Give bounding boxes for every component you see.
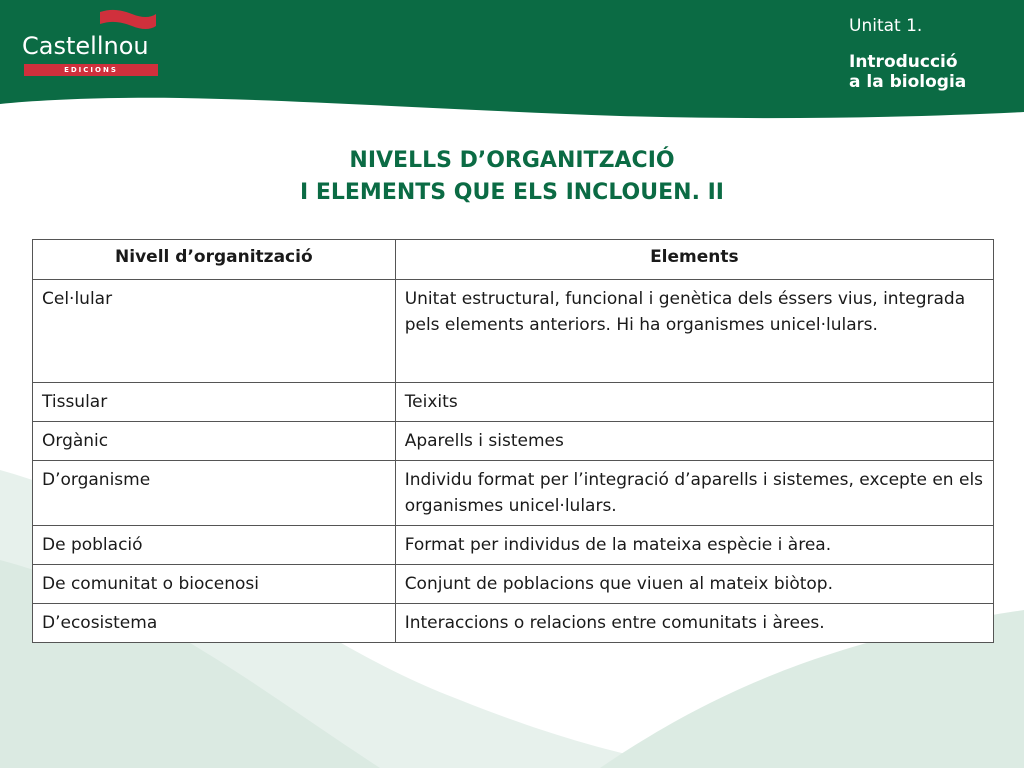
cell-elements: Teixits: [395, 383, 993, 422]
cell-level: D’organisme: [33, 461, 396, 526]
cell-level: Tissular: [33, 383, 396, 422]
table-row: [33, 526, 994, 565]
unit-subtitle-line1: Introducció: [849, 52, 958, 72]
cell-elements: Conjunt de poblacions que viuen al mateix biòtop.: [395, 565, 993, 604]
flag-icon: [98, 8, 158, 32]
cell-elements: Interaccions o relacions entre comunitats i àrees.: [395, 604, 993, 643]
organization-table: [32, 239, 994, 643]
cell-level: De comunitat o biocenosi: [33, 565, 396, 604]
header-elements: Elements: [395, 240, 993, 280]
header-level: Nivell d’organització: [33, 240, 396, 280]
page-title-line2: I ELEMENTS QUE ELS INCLOUEN. II: [300, 180, 724, 205]
page-title: [100, 145, 924, 209]
cell-level: Cel·lular: [33, 280, 396, 383]
unit-subtitle: [849, 52, 1019, 92]
castellnou-logo: [18, 8, 163, 80]
table-header-row: [33, 240, 994, 280]
logo-sub: EDICIONS: [24, 64, 158, 76]
cell-level: D’ecosistema: [33, 604, 396, 643]
table-row: [33, 280, 994, 383]
table-row: [33, 383, 994, 422]
unit-label: Unitat 1.: [849, 16, 923, 36]
cell-level: Orgànic: [33, 422, 396, 461]
page-title-line1: NIVELLS D’ORGANITZACIÓ: [349, 148, 675, 173]
cell-elements: Unitat estructural, funcional i genètica dels éssers vius, integrada pels elements anteriors. Hi ha organismes unicel·lulars.: [395, 280, 993, 383]
cell-elements: Aparells i sistemes: [395, 422, 993, 461]
cell-elements: Format per individus de la mateixa espècie i àrea.: [395, 526, 993, 565]
cell-level: De població: [33, 526, 396, 565]
table-row: [33, 604, 994, 643]
table-row: [33, 461, 994, 526]
cell-elements: Individu format per l’integració d’aparells i sistemes, excepte en els organismes unicel·lulars.: [395, 461, 993, 526]
table-row: [33, 422, 994, 461]
logo-brand: Castellnou: [22, 32, 149, 60]
unit-subtitle-line2: a la biologia: [849, 72, 967, 92]
table-row: [33, 565, 994, 604]
